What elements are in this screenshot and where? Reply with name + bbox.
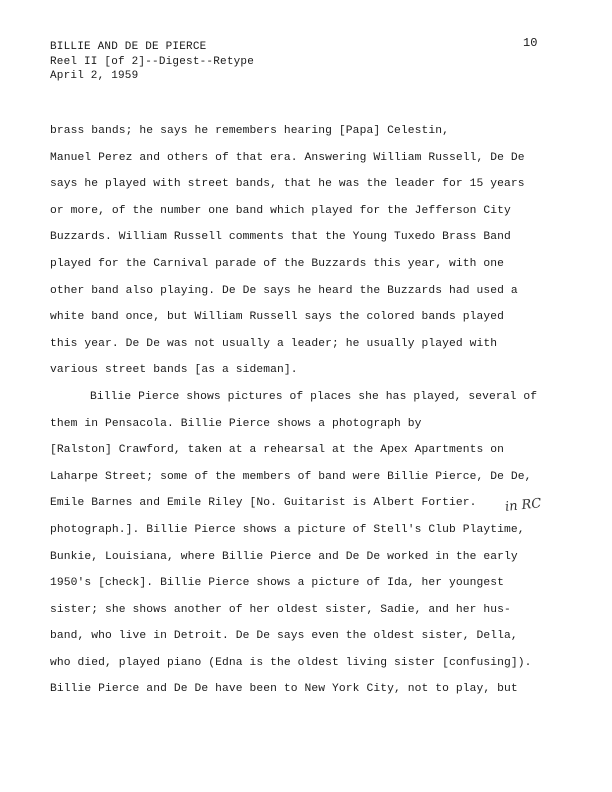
page-number: 10: [523, 36, 538, 50]
text-line: Bunkie, Louisiana, where Billie Pierce and De De worked in the early: [50, 550, 518, 563]
text-line: Buzzards. William Russell comments that the Young Tuxedo Brass Band: [50, 231, 511, 244]
handwritten-annotation: in RC: [504, 496, 543, 515]
text-line: or more, of the number one band which played for the Jefferson City: [50, 204, 511, 217]
body-text: [50, 118, 570, 703]
text-line: [Ralston] Crawford, taken at a rehearsal at the Apex Apartments on: [50, 444, 505, 457]
text-line: Billie Pierce and De De have been to New York City, not to play, but: [50, 683, 518, 696]
text-line: played for the Carnival parade of the Buzzards this year, with one: [50, 257, 505, 270]
text-line: who died, played piano (Edna is the oldest living sister [confusing]).: [50, 656, 532, 669]
text-line: Manuel Perez and others of that era. Answering William Russell, De De: [50, 151, 525, 164]
header-reel: Reel II [of 2]--Digest--Retype: [50, 55, 255, 68]
header-date: April 2, 1959: [50, 70, 139, 82]
text-line: Billie Pierce shows pictures of places she has played, several of: [90, 390, 538, 403]
text-line: photograph.]. Billie Pierce shows a picture of Stell's Club Playtime,: [50, 523, 525, 536]
header-title: BILLIE AND DE DE PIERCE: [50, 41, 207, 53]
text-line: 1950's [check]. Billie Pierce shows a picture of Ida, her youngest: [50, 577, 505, 590]
text-line: sister; she shows another of her oldest sister, Sadie, and her hus-: [50, 603, 511, 616]
text-line: this year. De De was not usually a leader; he usually played with: [50, 337, 498, 350]
text-line: Laharpe Street; some of the members of band were Billie Pierce, De De,: [50, 470, 532, 483]
document-header: [50, 40, 254, 84]
text-line: band, who live in Detroit. De De says even the oldest sister, Della,: [50, 630, 518, 643]
text-line: other band also playing. De De says he heard the Buzzards had used a: [50, 284, 518, 297]
text-line: white band once, but William Russell says the colored bands played: [50, 311, 505, 324]
text-line: various street bands [as a sideman].: [50, 364, 298, 377]
text-line: says he played with street bands, that he was the leader for 15 years: [50, 178, 525, 191]
text-line: them in Pensacola. Billie Pierce shows a photograph by: [50, 417, 422, 430]
text-line: brass bands; he says he remembers hearing [Papa] Celestin,: [50, 125, 449, 137]
text-line: Emile Barnes and Emile Riley [No. Guitarist is Albert Fortier.: [50, 497, 477, 510]
